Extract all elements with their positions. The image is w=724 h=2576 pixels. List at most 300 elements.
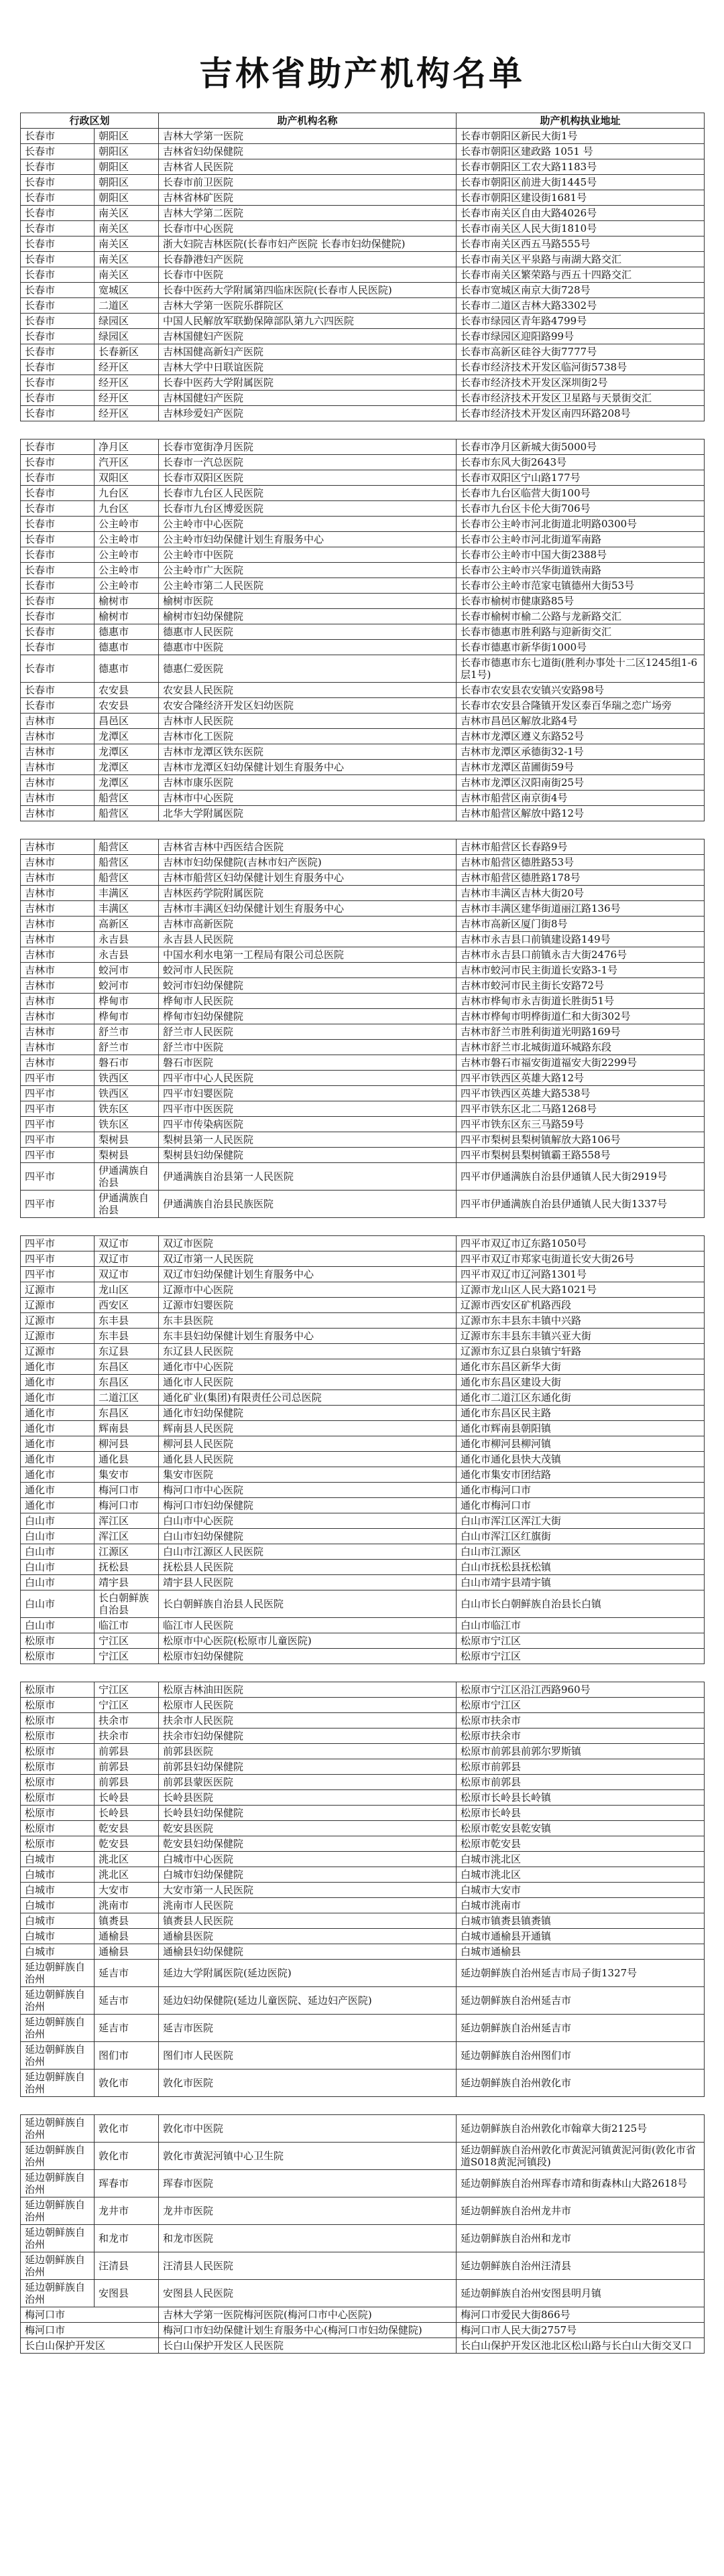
cell-address: 长春市公主岭市河北街道军南路 <box>457 532 705 547</box>
cell-institution-name: 珲春市医院 <box>159 2170 457 2197</box>
cell-address: 吉林市丰满区吉林大街20号 <box>457 886 705 901</box>
table-row <box>21 298 705 314</box>
cell-district: 朝阳区 <box>95 144 159 159</box>
cell-city: 白城市 <box>21 1944 95 1960</box>
cell-institution-name: 磐石市医院 <box>159 1055 457 1071</box>
cell-city: 通化市 <box>21 1498 95 1513</box>
header-institution-name: 助产机构名称 <box>159 113 457 129</box>
cell-city: 延边朝鲜族自治州 <box>21 2252 95 2280</box>
cell-institution-name: 白城市妇幼保健院 <box>159 1867 457 1883</box>
table-row <box>21 1267 705 1282</box>
table-row <box>21 1282 705 1298</box>
cell-institution-name: 通榆县妇幼保健院 <box>159 1944 457 1960</box>
cell-institution-name: 安图县人民医院 <box>159 2280 457 2307</box>
cell-city: 长春市 <box>21 283 95 298</box>
cell-address: 四平市梨树县梨树镇霸王路558号 <box>457 1148 705 1163</box>
cell-district: 伊通满族自治县 <box>95 1191 159 1218</box>
cell-district: 通榆县 <box>95 1929 159 1944</box>
cell-city: 白城市 <box>21 1867 95 1883</box>
table-row <box>21 594 705 609</box>
cell-address: 松原市长岭县长岭镇 <box>457 1790 705 1806</box>
cell-district: 乾安县 <box>95 1821 159 1836</box>
cell-district: 浑江区 <box>95 1529 159 1544</box>
cell-address: 通化市东昌区民主路 <box>457 1406 705 1421</box>
cell-city: 长春市 <box>21 640 95 655</box>
table-row <box>21 329 705 344</box>
cell-institution-name: 吉林国健高新妇产医院 <box>159 344 457 360</box>
cell-district: 永吉县 <box>95 947 159 963</box>
cell-district: 德惠市 <box>95 624 159 640</box>
cell-address: 四平市双辽市郑家屯街道长安大街26号 <box>457 1251 705 1267</box>
cell-address: 吉林市永吉县口前镇永吉大街2476号 <box>457 947 705 963</box>
table-row <box>21 1421 705 1436</box>
table-row <box>21 683 705 698</box>
cell-district: 东昌区 <box>95 1359 159 1375</box>
cell-address: 长春市德惠市东七道街(胜利办事处十二区1245组1-6层1号) <box>457 655 705 683</box>
cell-city: 松原市 <box>21 1744 95 1759</box>
cell-address: 长春市高新区硅谷大街7777号 <box>457 344 705 360</box>
cell-address: 长春市朝阳区前进大街1445号 <box>457 175 705 190</box>
cell-institution-name: 抚松县人民医院 <box>159 1560 457 1575</box>
cell-institution-name: 白山市妇幼保健院 <box>159 1529 457 1544</box>
cell-city: 白城市 <box>21 1929 95 1944</box>
cell-district: 靖宇县 <box>95 1575 159 1590</box>
cell-institution-name: 榆树市妇幼保健院 <box>159 609 457 624</box>
cell-address: 延边朝鲜族自治州汪清县 <box>457 2252 705 2280</box>
cell-address: 长春市绿园区迎阳路99号 <box>457 329 705 344</box>
table-row <box>21 1529 705 1544</box>
cell-district: 双辽市 <box>95 1267 159 1282</box>
cell-institution-name: 通化矿业(集团)有限责任公司总医院 <box>159 1390 457 1406</box>
cell-address: 吉林市船营区解放中路12号 <box>457 806 705 821</box>
cell-district: 双阳区 <box>95 470 159 486</box>
cell-institution-name: 前郭县蒙医医院 <box>159 1775 457 1790</box>
cell-district: 经开区 <box>95 360 159 375</box>
cell-institution-name: 敦化市中医院 <box>159 2115 457 2143</box>
cell-city: 长春市 <box>21 406 95 421</box>
cell-institution-name: 蛟河市人民医院 <box>159 963 457 978</box>
cell-district: 延吉市 <box>95 2015 159 2042</box>
cell-district: 延吉市 <box>95 1960 159 1987</box>
cell-city: 吉林市 <box>21 917 95 932</box>
cell-city: 通化市 <box>21 1467 95 1483</box>
cell-district: 东辽县 <box>95 1344 159 1359</box>
cell-institution-name: 德惠市人民医院 <box>159 624 457 640</box>
cell-district: 长春新区 <box>95 344 159 360</box>
cell-institution-name: 双辽市医院 <box>159 1236 457 1251</box>
table-row <box>21 517 705 532</box>
cell-district: 昌邑区 <box>95 714 159 729</box>
table-row <box>21 1836 705 1852</box>
cell-institution-name: 扶余市人民医院 <box>159 1713 457 1728</box>
cell-institution-name: 四平市中心人民医院 <box>159 1071 457 1086</box>
cell-city: 辽源市 <box>21 1344 95 1359</box>
cell-city: 延边朝鲜族自治州 <box>21 2197 95 2225</box>
cell-address: 长春市公主岭市中国大街2388号 <box>457 547 705 563</box>
cell-institution-name: 桦甸市人民医院 <box>159 994 457 1009</box>
cell-institution-name: 长春中医药大学附属医院 <box>159 375 457 391</box>
table-row <box>21 901 705 917</box>
table-row <box>21 1898 705 1913</box>
cell-institution-name: 靖宇县人民医院 <box>159 1575 457 1590</box>
cell-address: 延边朝鲜族自治州延吉市 <box>457 1987 705 2015</box>
cell-institution-name: 长春市中医院 <box>159 267 457 283</box>
table-row <box>21 1883 705 1898</box>
cell-district: 朝阳区 <box>95 159 159 175</box>
cell-city: 延边朝鲜族自治州 <box>21 2225 95 2252</box>
cell-address: 长春市德惠市新华街1000号 <box>457 640 705 655</box>
cell-district: 东丰县 <box>95 1313 159 1329</box>
cell-address: 长春市榆树市健康路85号 <box>457 594 705 609</box>
table-row <box>21 917 705 932</box>
table-row <box>21 1251 705 1267</box>
cell-city: 吉林市 <box>21 901 95 917</box>
cell-city: 辽源市 <box>21 1313 95 1329</box>
table-row <box>21 1117 705 1132</box>
cell-address: 吉林市船营区南京街4号 <box>457 791 705 806</box>
cell-district: 前郭县 <box>95 1744 159 1759</box>
cell-district: 公主岭市 <box>95 517 159 532</box>
cell-address: 长春市公主岭市河北街道北明路0300号 <box>457 517 705 532</box>
cell-district: 蛟河市 <box>95 963 159 978</box>
cell-institution-name: 吉林市丰满区妇幼保健计划生育服务中心 <box>159 901 457 917</box>
cell-institution-name: 通榆县医院 <box>159 1929 457 1944</box>
cell-institution-name: 四平市妇婴医院 <box>159 1086 457 1101</box>
cell-district: 龙潭区 <box>95 729 159 744</box>
table-row <box>21 1344 705 1359</box>
cell-address: 辽源市西安区矿机路西段 <box>457 1298 705 1313</box>
table-row <box>21 206 705 221</box>
cell-district: 双辽市 <box>95 1251 159 1267</box>
table-row <box>21 2115 705 2143</box>
cell-address: 四平市伊通满族自治县伊通镇人民大街2919号 <box>457 1163 705 1191</box>
cell-district: 汪清县 <box>95 2252 159 2280</box>
cell-institution-name: 公主岭市妇幼保健计划生育服务中心 <box>159 532 457 547</box>
table-row <box>21 775 705 791</box>
cell-district: 榆树市 <box>95 594 159 609</box>
cell-institution-name: 伊通满族自治县第一人民医院 <box>159 1163 457 1191</box>
cell-city: 长春市 <box>21 470 95 486</box>
table-row <box>21 698 705 714</box>
cell-institution-name: 白山市江源区人民医院 <box>159 1544 457 1560</box>
cell-district: 舒兰市 <box>95 1024 159 1040</box>
cell-institution-name: 吉林医药学院附属医院 <box>159 886 457 901</box>
cell-institution-name: 公主岭市第二人民医院 <box>159 578 457 594</box>
table-row <box>21 1498 705 1513</box>
cell-city: 长春市 <box>21 267 95 283</box>
cell-address: 吉林市龙潭区苗圃街59号 <box>457 760 705 775</box>
cell-city: 吉林市 <box>21 744 95 760</box>
cell-district: 浑江区 <box>95 1513 159 1529</box>
cell-city: 长春市 <box>21 175 95 190</box>
cell-district: 乾安县 <box>95 1836 159 1852</box>
cell-institution-name: 长岭县医院 <box>159 1790 457 1806</box>
cell-city: 白山市 <box>21 1590 95 1618</box>
cell-district: 绿园区 <box>95 329 159 344</box>
table-row <box>21 870 705 886</box>
cell-city: 长春市 <box>21 206 95 221</box>
cell-address: 松原市扶余市 <box>457 1728 705 1744</box>
cell-address: 延边朝鲜族自治州安图县明月镇 <box>457 2280 705 2307</box>
institution-table <box>20 839 705 1218</box>
cell-district: 临江市 <box>95 1618 159 1633</box>
table-row <box>21 1148 705 1163</box>
table-row <box>21 406 705 421</box>
table-row <box>21 1560 705 1575</box>
cell-address: 通化市东昌区建设大街 <box>457 1375 705 1390</box>
cell-address: 白山市临江市 <box>457 1618 705 1633</box>
cell-city: 吉林市 <box>21 886 95 901</box>
cell-city: 长春市 <box>21 391 95 406</box>
cell-city: 长春市 <box>21 698 95 714</box>
cell-address: 长春市净月区新城大街5000号 <box>457 439 705 455</box>
cell-address: 白山市浑江区浑江大街 <box>457 1513 705 1529</box>
cell-address: 松原市乾安县乾安镇 <box>457 1821 705 1836</box>
table-row <box>21 190 705 206</box>
table-block <box>20 839 704 1218</box>
cell-district: 铁西区 <box>95 1086 159 1101</box>
table-row <box>21 1071 705 1086</box>
cell-district: 绿园区 <box>95 314 159 329</box>
cell-city: 四平市 <box>21 1148 95 1163</box>
institution-table <box>20 439 705 821</box>
cell-address: 长春市公主岭市范家屯镇德州大街53号 <box>457 578 705 594</box>
cell-district: 宁江区 <box>95 1682 159 1698</box>
cell-district: 蛟河市 <box>95 978 159 994</box>
cell-district: 宁江区 <box>95 1649 159 1664</box>
cell-city: 长春市 <box>21 547 95 563</box>
cell-district: 双辽市 <box>95 1236 159 1251</box>
cell-city: 梅河口市 <box>21 2307 159 2323</box>
table-row <box>21 578 705 594</box>
cell-institution-name: 吉林市高新医院 <box>159 917 457 932</box>
cell-address: 长春市朝阳区建政路 1051 号 <box>457 144 705 159</box>
table-row <box>21 1744 705 1759</box>
cell-city: 长春市 <box>21 221 95 236</box>
cell-institution-name: 双辽市妇幼保健计划生育服务中心 <box>159 1267 457 1282</box>
cell-city: 长春市 <box>21 236 95 252</box>
cell-address: 长春市九台区临营大街100号 <box>457 486 705 501</box>
cell-city: 白城市 <box>21 1898 95 1913</box>
cell-institution-name: 吉林市龙潭区铁东医院 <box>159 744 457 760</box>
cell-institution-name: 永吉县人民医院 <box>159 932 457 947</box>
cell-address: 长春市朝阳区建设街1681号 <box>457 190 705 206</box>
table-row <box>21 1483 705 1498</box>
cell-city: 通化市 <box>21 1436 95 1452</box>
cell-institution-name: 梨树县妇幼保健院 <box>159 1148 457 1163</box>
cell-institution-name: 梅河口市妇幼保健计划生育服务中心(梅河口市妇幼保健院) <box>159 2323 457 2338</box>
cell-district: 延吉市 <box>95 1987 159 2015</box>
cell-address: 延边朝鲜族自治州图们市 <box>457 2042 705 2070</box>
cell-institution-name: 吉林大学第二医院 <box>159 206 457 221</box>
cell-address: 松原市长岭县 <box>457 1806 705 1821</box>
cell-district: 桦甸市 <box>95 994 159 1009</box>
cell-district: 宽城区 <box>95 283 159 298</box>
cell-city: 延边朝鲜族自治州 <box>21 2170 95 2197</box>
cell-district: 长岭县 <box>95 1790 159 1806</box>
page <box>20 0 704 2398</box>
cell-district: 公主岭市 <box>95 563 159 578</box>
cell-district: 舒兰市 <box>95 1040 159 1055</box>
cell-institution-name: 东丰县妇幼保健计划生育服务中心 <box>159 1329 457 1344</box>
cell-district: 铁东区 <box>95 1101 159 1117</box>
table-row <box>21 563 705 578</box>
cell-city: 延边朝鲜族自治州 <box>21 2115 95 2143</box>
cell-institution-name: 集安市医院 <box>159 1467 457 1483</box>
cell-address: 四平市铁西区英雄大路12号 <box>457 1071 705 1086</box>
cell-address: 松原市前郭县 <box>457 1759 705 1775</box>
cell-institution-name: 吉林大学第一医院乐群院区 <box>159 298 457 314</box>
cell-address: 吉林市昌邑区解放北路4号 <box>457 714 705 729</box>
table-row <box>21 1163 705 1191</box>
cell-institution-name: 松原吉林油田医院 <box>159 1682 457 1698</box>
cell-address: 松原市前郭县 <box>457 1775 705 1790</box>
table-row <box>21 129 705 144</box>
cell-city: 长春市 <box>21 517 95 532</box>
cell-address: 松原市扶余市 <box>457 1713 705 1728</box>
cell-institution-name: 吉林市船营区妇幼保健计划生育服务中心 <box>159 870 457 886</box>
cell-address: 长春市德惠市胜利路与迎新街交汇 <box>457 624 705 640</box>
table-header-row <box>21 113 705 129</box>
cell-institution-name: 四平市中医医院 <box>159 1101 457 1117</box>
cell-city: 吉林市 <box>21 1024 95 1040</box>
cell-city: 通化市 <box>21 1359 95 1375</box>
cell-city: 松原市 <box>21 1649 95 1664</box>
cell-institution-name: 通化市人民医院 <box>159 1375 457 1390</box>
cell-address: 延边朝鲜族自治州和龙市 <box>457 2225 705 2252</box>
cell-institution-name: 长白朝鲜族自治县人民医院 <box>159 1590 457 1618</box>
table-row <box>21 144 705 159</box>
cell-institution-name: 北华大学附属医院 <box>159 806 457 821</box>
cell-district: 汽开区 <box>95 455 159 470</box>
cell-city: 四平市 <box>21 1086 95 1101</box>
cell-city: 延边朝鲜族自治州 <box>21 2280 95 2307</box>
cell-institution-name: 农安合隆经济开发区妇幼医院 <box>159 698 457 714</box>
cell-city: 松原市 <box>21 1713 95 1728</box>
cell-institution-name: 长春中医药大学附属第四临床医院(长春市人民医院) <box>159 283 457 298</box>
cell-address: 长春市绿园区青年路4799号 <box>457 314 705 329</box>
cell-address: 白城市洮南市 <box>457 1898 705 1913</box>
cell-city: 吉林市 <box>21 855 95 870</box>
cell-institution-name: 松原市人民医院 <box>159 1698 457 1713</box>
cell-address: 延边朝鲜族自治州延吉市 <box>457 2015 705 2042</box>
table-row <box>21 470 705 486</box>
table-row <box>21 2042 705 2070</box>
cell-institution-name: 汪清县人民医院 <box>159 2252 457 2280</box>
table-row <box>21 175 705 190</box>
table-row <box>21 314 705 329</box>
cell-city: 吉林市 <box>21 1009 95 1024</box>
cell-address: 四平市铁西区英雄大路538号 <box>457 1086 705 1101</box>
cell-address: 吉林市丰满区建华街道丽江路136号 <box>457 901 705 917</box>
table-row <box>21 624 705 640</box>
table-row <box>21 1086 705 1101</box>
table-row <box>21 532 705 547</box>
table-row <box>21 1867 705 1883</box>
header-region: 行政区划 <box>21 113 159 129</box>
cell-city: 白城市 <box>21 1852 95 1867</box>
table-row <box>21 2280 705 2307</box>
table-row <box>21 2170 705 2197</box>
cell-city: 吉林市 <box>21 839 95 855</box>
cell-institution-name: 辽源市中心医院 <box>159 1282 457 1298</box>
cell-city: 白山市 <box>21 1575 95 1590</box>
cell-institution-name: 梨树县第一人民医院 <box>159 1132 457 1148</box>
cell-institution-name: 临江市人民医院 <box>159 1618 457 1633</box>
cell-city: 吉林市 <box>21 1055 95 1071</box>
cell-institution-name: 德惠仁爱医院 <box>159 655 457 683</box>
cell-address: 长春市朝阳区工农大路1183号 <box>457 159 705 175</box>
cell-institution-name: 舒兰市中医院 <box>159 1040 457 1055</box>
cell-address: 长春市二道区吉林大路3302号 <box>457 298 705 314</box>
cell-institution-name: 柳河县人民医院 <box>159 1436 457 1452</box>
cell-institution-name: 吉林市康乐医院 <box>159 775 457 791</box>
cell-institution-name: 吉林大学中日联谊医院 <box>159 360 457 375</box>
cell-city: 长春市 <box>21 314 95 329</box>
table-row <box>21 344 705 360</box>
cell-city: 长春市 <box>21 624 95 640</box>
cell-institution-name: 前郭县医院 <box>159 1744 457 1759</box>
page-title: 吉林省助产机构名单 <box>199 54 525 93</box>
cell-institution-name: 公主岭市中医院 <box>159 547 457 563</box>
cell-address: 长春市南关区人民大街1810号 <box>457 221 705 236</box>
cell-district: 公主岭市 <box>95 578 159 594</box>
cell-institution-name: 松原市妇幼保健院 <box>159 1649 457 1664</box>
cell-district: 二道江区 <box>95 1390 159 1406</box>
cell-institution-name: 吉林市中心医院 <box>159 791 457 806</box>
cell-address: 吉林市桦甸市永吉街道长胜街51号 <box>457 994 705 1009</box>
cell-district: 安图县 <box>95 2280 159 2307</box>
cell-city: 通化市 <box>21 1375 95 1390</box>
table-row <box>21 439 705 455</box>
table-row <box>21 1929 705 1944</box>
table-block <box>20 439 704 821</box>
cell-district: 东昌区 <box>95 1406 159 1421</box>
cell-district: 德惠市 <box>95 655 159 683</box>
cell-address: 吉林市舒兰市北城街道环城路东段 <box>457 1040 705 1055</box>
cell-institution-name: 德惠市中医院 <box>159 640 457 655</box>
cell-city: 长春市 <box>21 655 95 683</box>
cell-address: 通化市东昌区新华大街 <box>457 1359 705 1375</box>
cell-district: 公主岭市 <box>95 532 159 547</box>
cell-institution-name: 乾安县医院 <box>159 1821 457 1836</box>
table-row <box>21 1713 705 1728</box>
cell-institution-name: 延边妇幼保健院(延边儿童医院、延边妇产医院) <box>159 1987 457 2015</box>
cell-city: 吉林市 <box>21 947 95 963</box>
table-row <box>21 886 705 901</box>
institution-table <box>20 1682 705 2097</box>
cell-institution-name: 洮南市人民医院 <box>159 1898 457 1913</box>
table-row <box>21 501 705 517</box>
cell-address: 白山市靖宇县靖宇镇 <box>457 1575 705 1590</box>
table-row <box>21 2197 705 2225</box>
table-row <box>21 640 705 655</box>
cell-institution-name: 通化县人民医院 <box>159 1452 457 1467</box>
cell-institution-name: 敦化市医院 <box>159 2070 457 2097</box>
table-row <box>21 375 705 391</box>
cell-address: 长春市经济技术开发区南四环路208号 <box>457 406 705 421</box>
cell-institution-name: 大安市第一人民医院 <box>159 1883 457 1898</box>
cell-city: 长春市 <box>21 578 95 594</box>
table-row <box>21 1649 705 1664</box>
table-row <box>21 963 705 978</box>
cell-institution-name: 敦化市黄泥河镇中心卫生院 <box>159 2143 457 2170</box>
table-row <box>21 1132 705 1148</box>
table-row <box>21 1191 705 1218</box>
cell-district: 敦化市 <box>95 2143 159 2170</box>
cell-district: 龙潭区 <box>95 744 159 760</box>
cell-district: 丰满区 <box>95 901 159 917</box>
